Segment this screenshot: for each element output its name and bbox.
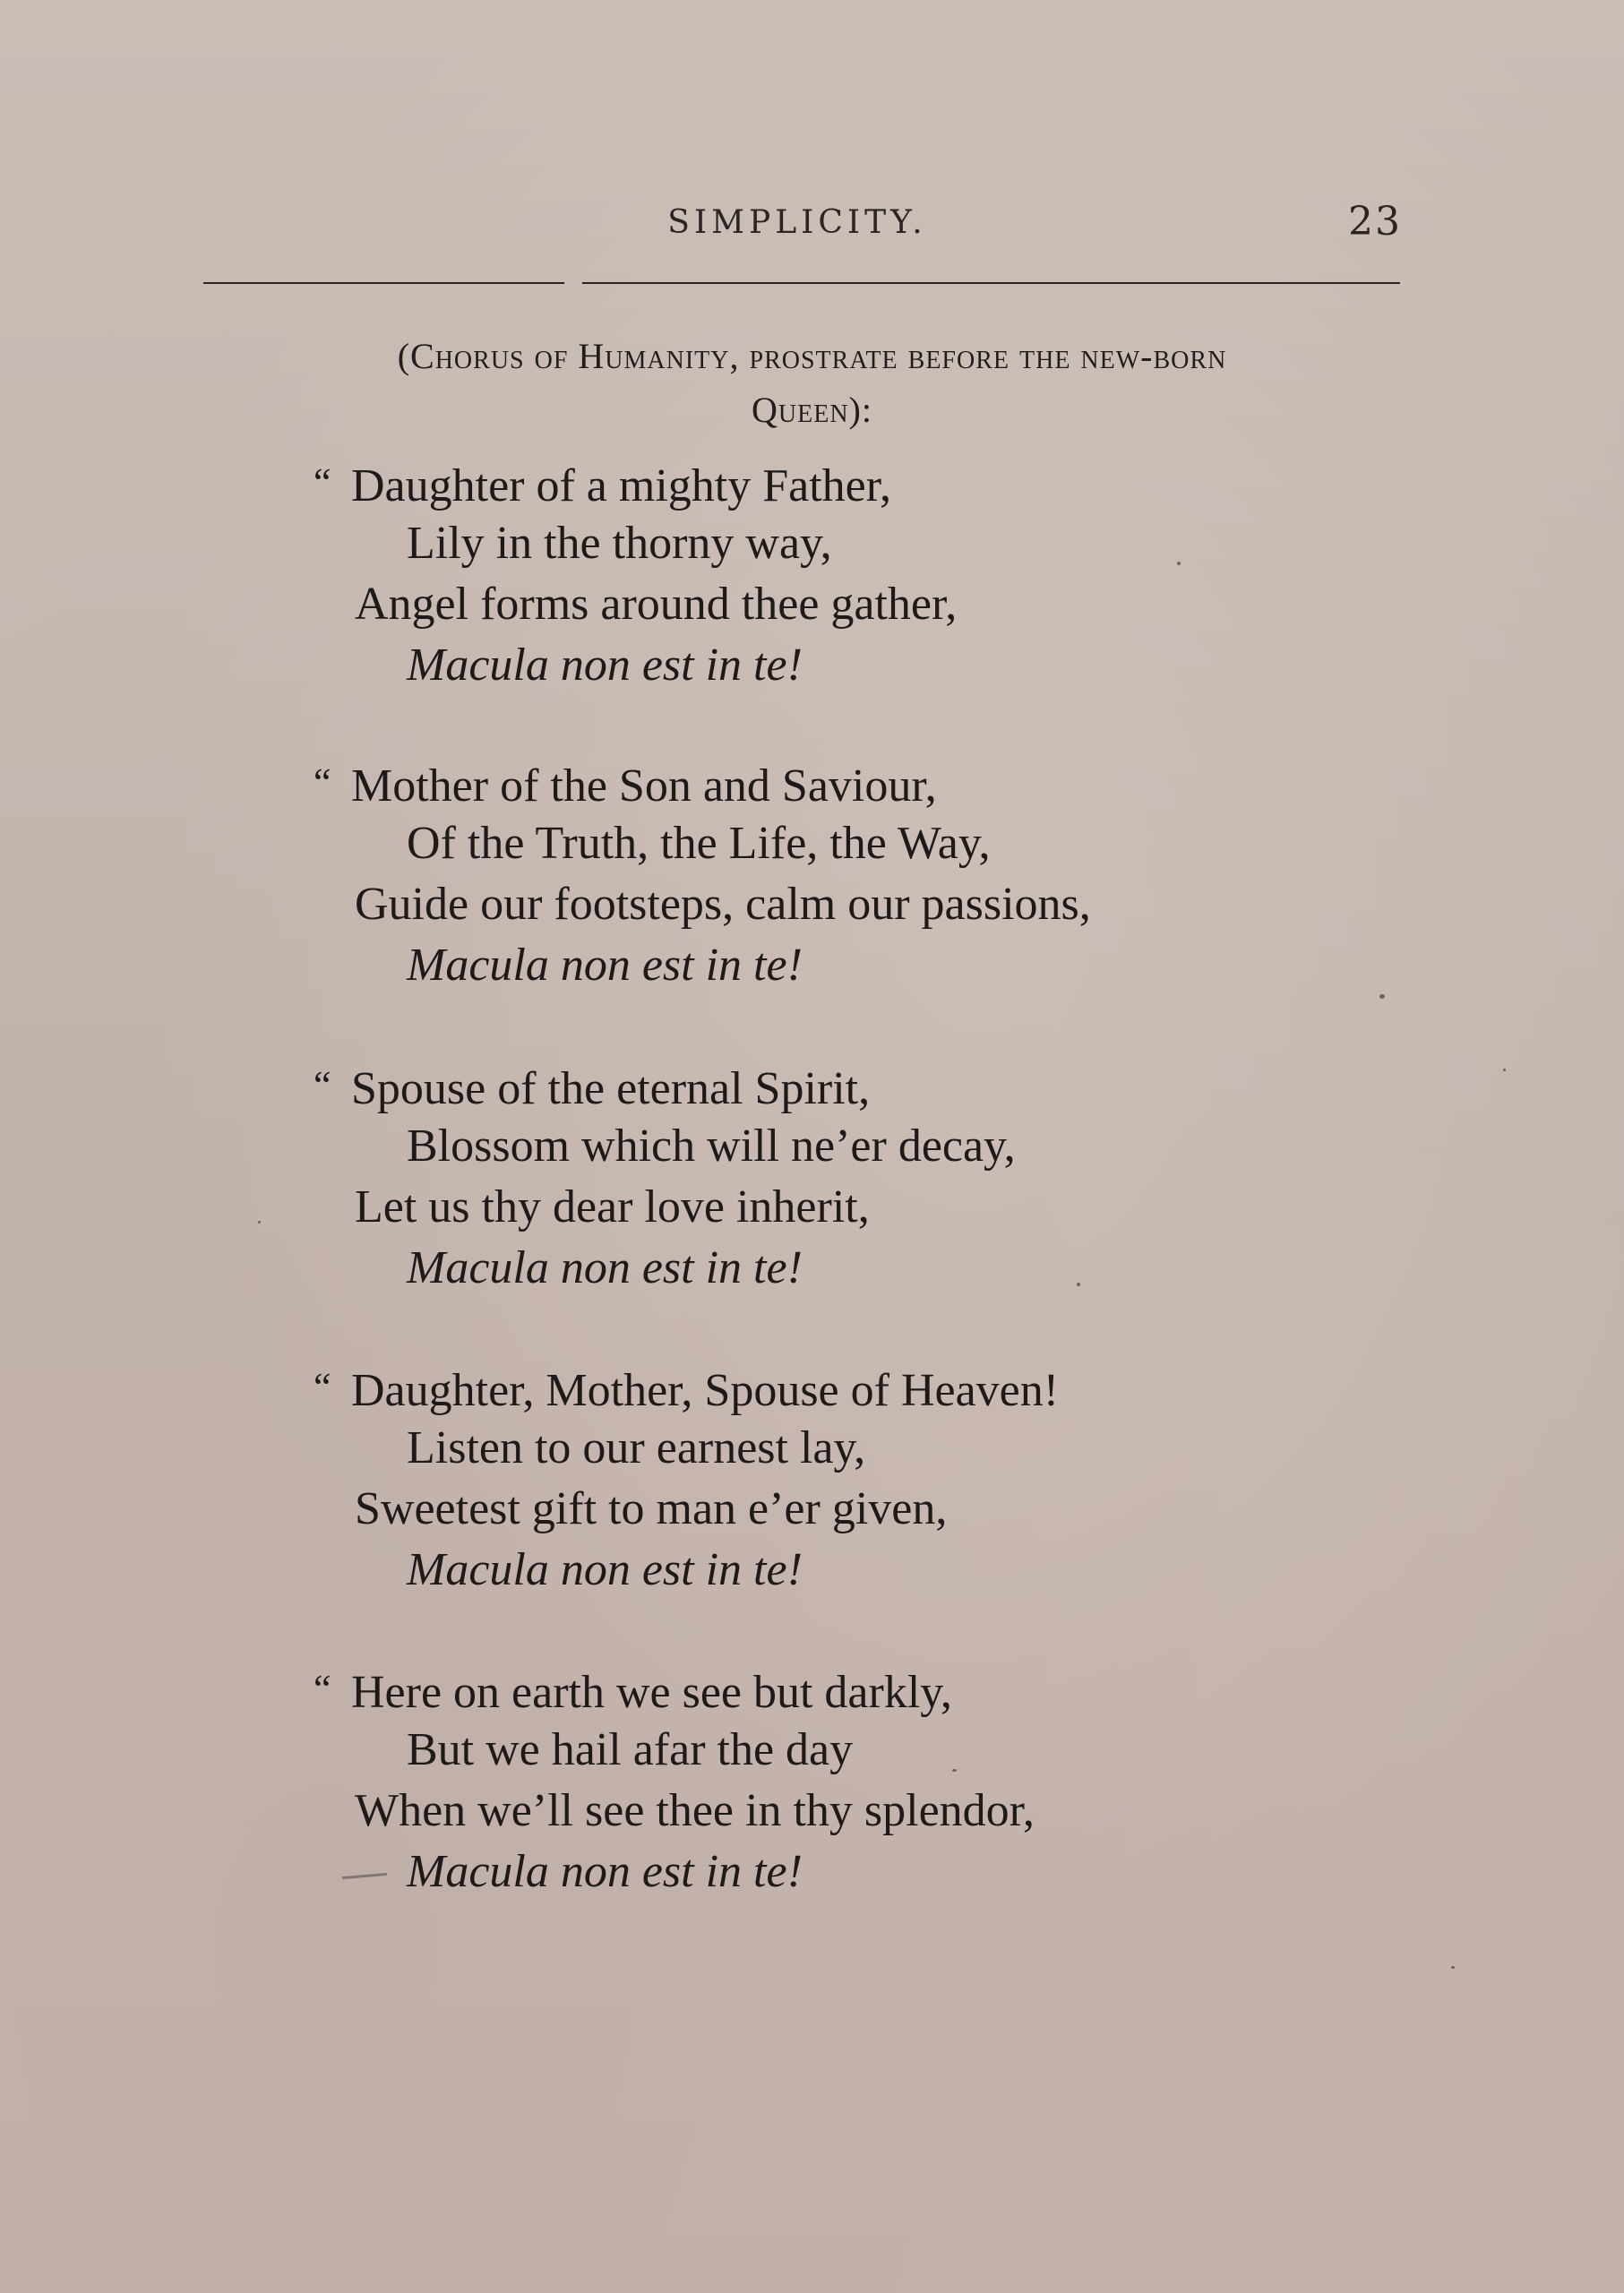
heading-of: of <box>534 336 569 376</box>
running-title: SIMPLICITY. <box>667 204 927 241</box>
paper-speck <box>1379 994 1385 999</box>
stanza-line <box>314 1357 1478 1418</box>
open-quote: “ <box>314 460 331 504</box>
paper-speck <box>952 1769 957 1772</box>
paper-speck <box>1077 1283 1080 1286</box>
refrain-line: Macula non est in te! <box>407 1242 803 1293</box>
stanza-line: But we hail afar the day <box>407 1724 854 1775</box>
open-quote: “ <box>314 1365 331 1409</box>
stanza-line <box>314 752 1478 813</box>
header-rule-middle <box>582 282 1021 284</box>
stanza-line: Sweetest gift to man e’er given, <box>355 1483 948 1534</box>
open-quote: “ <box>314 760 331 804</box>
chorus-heading-line-1 <box>0 330 1624 383</box>
line-text: Daughter of a mighty Father, <box>351 460 891 511</box>
stanza-5 <box>314 1659 1478 1902</box>
stanza-1 <box>314 452 1478 696</box>
refrain-line: Macula non est in te! <box>407 940 803 991</box>
heading-open-paren: ( <box>397 336 411 376</box>
page-number: 23 <box>1348 199 1402 245</box>
stanza-3 <box>314 1055 1478 1299</box>
paper-speck <box>1503 1069 1506 1071</box>
stanza-line: Angel forms around thee gather, <box>355 579 958 630</box>
open-quote: “ <box>314 1667 331 1711</box>
stanza-line: Let us thy dear love inherit, <box>355 1181 870 1232</box>
heading-close: ): <box>848 390 872 430</box>
paper-speck <box>1451 1966 1455 1969</box>
header-rule-right <box>1021 282 1400 284</box>
stanza-line <box>314 1659 1478 1720</box>
line-text: Mother of the Son and Saviour, <box>351 760 937 812</box>
stanza-line: When we’ll see thee in thy splendor, <box>355 1785 1035 1836</box>
chorus-heading-line-2 <box>0 383 1624 437</box>
stanza-line: Listen to our earnest lay, <box>407 1422 866 1473</box>
stanza-line <box>314 1055 1478 1116</box>
stanza-line: Of the Truth, the Life, the Way, <box>407 818 991 869</box>
heading-queen: Queen <box>752 390 849 430</box>
line-text: Here on earth we see but darkly, <box>351 1667 952 1718</box>
paper-speck <box>258 1221 261 1224</box>
stanza-4 <box>314 1357 1478 1601</box>
refrain-line: Macula non est in te! <box>407 640 803 691</box>
stanza-line: Blossom which will ne’er decay, <box>407 1121 1016 1172</box>
chorus-heading <box>0 330 1624 437</box>
stanza-line: Guide our footsteps, calm our passions, <box>355 879 1091 930</box>
heading-rest: prostrate before the new-born <box>749 336 1227 376</box>
open-quote: “ <box>314 1063 331 1107</box>
stanza-line: Lily in the thorny way, <box>407 518 832 569</box>
heading-humanity: Humanity, <box>578 336 740 376</box>
stanza-2 <box>314 752 1478 996</box>
header-rule-left <box>203 282 564 284</box>
refrain-line: Macula non est in te! <box>407 1544 803 1595</box>
line-text: Spouse of the eternal Spirit, <box>351 1063 871 1114</box>
line-text: Daughter, Mother, Spouse of Heaven! <box>351 1365 1060 1416</box>
heading-chorus: Chorus <box>410 336 525 376</box>
paper-speck <box>1177 562 1181 565</box>
stanza-line <box>314 452 1478 513</box>
refrain-line: Macula non est in te! <box>407 1846 803 1897</box>
